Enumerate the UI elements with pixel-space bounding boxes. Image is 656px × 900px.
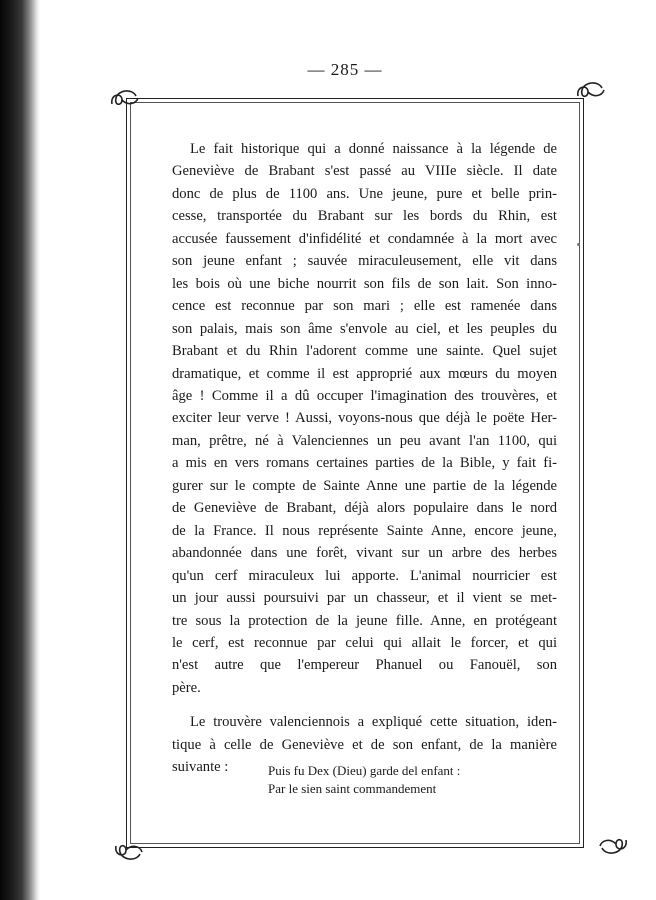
book-spine-shadow [0,0,40,900]
text-line: de la France. Il nous représente Sainte Anne, encore jeune, [172,522,557,539]
corner-ornament-icon [572,72,606,102]
text-line: tique à celle de Geneviève et de son enfant, de la manière [172,736,557,753]
text-line: de Geneviève de Brabant, déjà alors populaire dans le nord [172,500,557,517]
text-line: Geneviève de Brabant s'est passé au VIIIe siècle. Il date [172,163,557,180]
text-line: Le fait historique qui a donné naissance à la légende de [190,141,557,157]
paragraph-1 [172,138,557,699]
verse-line: Par le sien saint commandement [268,781,437,796]
text-line: âge ! Comme il a dû occuper l'imagination des trouvères, et [172,387,557,404]
text-line: Brabant et du Rhin l'adorent comme une sainte. Quel sujet [172,343,557,360]
verse-line: Puis fu Dex (Dieu) garde del enfant : [268,763,461,778]
text-line: gurer sur le compte de Sainte Anne une partie de la légende [172,477,557,494]
body-text [172,138,557,779]
text-line: son palais, mais son âme s'envole au ciel, et les peuples du [172,320,557,337]
corner-ornament-icon [112,838,146,868]
text-line: son jeune enfant ; sauvée miraculeusement, elle vit dans [172,253,557,270]
text-line: suivante : [172,759,229,776]
text-line: un jour aussi poursuivi par un chasseur, et il vient se met- [172,590,557,607]
text-line: donc de plus de 1100 ans. Une jeune, pure et belle prin- [172,185,557,202]
text-line: Le trouvère valenciennois a expliqué cette situation, iden- [190,714,557,731]
text-line: cesse, transportée du Brabant sur les bords du Rhin, est [172,208,557,225]
corner-ornament-icon [596,832,630,862]
text-line: tre sous la protection de la jeune fille. Anne, en protégeant [172,612,557,629]
text-line: exciter leur verve ! Aussi, voyons-nous que déjà le poëte Her- [172,410,557,427]
text-line: qu'un cerf miraculeux lui apporte. L'animal nourricier est [172,567,557,584]
text-line: dramatique, et comme il est approprié aux mœurs du moyen [172,365,557,382]
text-line: père. [172,679,201,696]
text-line: a mis en vers romans certaines parties de la Bible, y fait fi- [172,455,557,472]
text-line: les bois où une biche nourrit son fils de son lait. Son inno- [172,275,557,292]
text-line: abandonnée dans une forêt, vivant sur un arbre des herbes [172,545,557,562]
text-line: man, prêtre, né à Valenciennes un peu avant l'an 1100, qui [172,432,557,449]
text-line: n'est autre que l'empereur Phanuel ou Fanouël, son [172,657,557,674]
page-number: — 285 — [307,60,383,79]
corner-ornament-icon [108,82,142,112]
ink-speck [577,243,580,246]
text-line: cence est reconnue par son mari ; elle est ramenée dans [172,298,557,315]
text-line: le cerf, est reconnue par celui qui allait le forcer, et qui [172,634,557,651]
verse-quote [268,762,568,798]
text-line: accusée faussement d'infidélité et condamnée à la mort avec [172,230,557,247]
